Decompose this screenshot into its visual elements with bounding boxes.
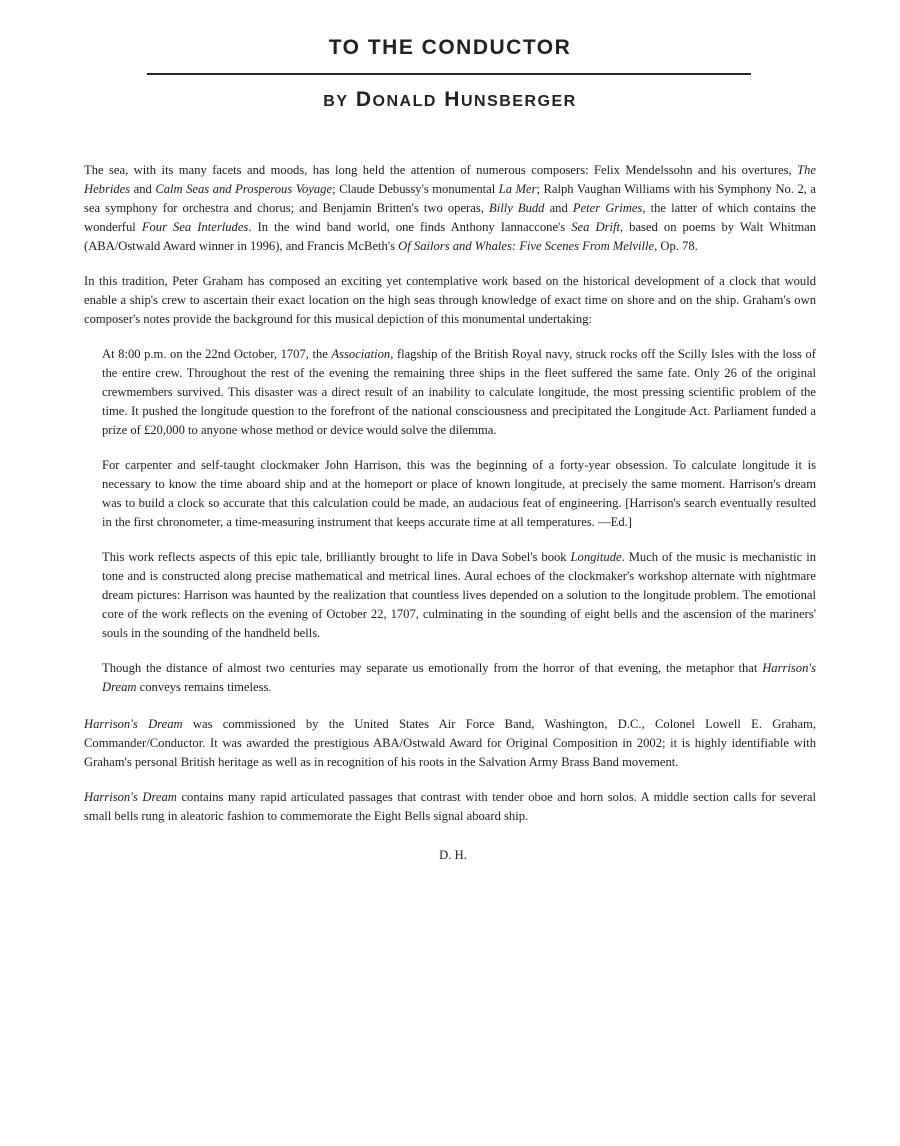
byline-by: BY bbox=[323, 93, 349, 110]
title-rule bbox=[147, 73, 751, 75]
text-run: was commissioned by the United States Air Force Band, Washington, D.C., Colonel Lowell E. Graham, Commander/Conductor. It was awarded the prestigious ABA/Ostwald Award for Original Composition in 2002; it is highly identifiable with Graham's personal British heritage as well as in recognition of his roots in the Salvation Army Brass Band movement. bbox=[84, 717, 816, 769]
paragraph-sea-composers bbox=[84, 161, 816, 256]
text-run: and bbox=[544, 201, 573, 215]
text-run: Though the distance of almost two centuries may separate us emotionally from the horror of that evening, the metaphor that bbox=[102, 661, 763, 675]
text-run: and bbox=[130, 182, 156, 196]
byline-last-initial: H bbox=[444, 88, 461, 111]
byline bbox=[0, 88, 900, 112]
work-title: The Hebrides bbox=[84, 163, 816, 196]
text-run: . Much of the music is mechanistic in tone and is constructed along precise mathematical and metrical lines. Aural echoes of the clockmaker's workshop alternate with nightmare dream pictures: Harrison was haunted by the realization that countless lives depended on a solution to the longitude problem. The emotional core of the work reflects on the evening of October 22, 1707, culminating in the sounding of eight bells and the ascension of the mariners' souls in the sounding of the handheld bells. bbox=[102, 550, 817, 640]
work-title: Harrison's Dream bbox=[84, 790, 177, 804]
work-title: Billy Budd bbox=[489, 201, 545, 215]
paragraph-tradition: In this tradition, Peter Graham has composed an exciting yet contemplative work based on the historical development of a clock that would enable a ship's crew to ascertain their exact location on the high seas through knowledge of exact time on shore and on the ship. Graham's own composer's notes provide the background for this musical depiction of this monumental undertaking: bbox=[84, 274, 816, 326]
text-run: . In the wind band world, one finds Anthony Iannaccone's bbox=[248, 220, 572, 234]
paragraph-passages bbox=[84, 788, 816, 826]
text-run: ; Ralph Vaughan Williams with his Symphony No. 2, a sea symphony for orchestra and chorus; and Benjamin Britten's two operas, bbox=[84, 182, 816, 215]
quote-paragraph-timeless bbox=[102, 659, 816, 697]
quote-paragraph-association bbox=[102, 345, 816, 440]
text-run: conveys remains timeless. bbox=[136, 680, 272, 694]
text-run: This work reflects aspects of this epic tale, brilliantly brought to life in Dava Sobel's book bbox=[102, 550, 571, 564]
work-title: Harrison's Dream bbox=[102, 661, 816, 694]
byline-last-rest: UNSBERGER bbox=[460, 93, 577, 110]
text-run: , the latter of which contains the wonderful bbox=[84, 201, 816, 234]
text-run: At 8:00 p.m. on the 22nd October, 1707, the bbox=[102, 347, 332, 361]
text-run: ; Claude Debussy's monumental bbox=[332, 182, 499, 196]
article-body bbox=[84, 161, 816, 865]
text-run: contains many rapid articulated passages that contrast with tender oboe and horn solos. A middle section calls for several small bells rung in aleatoric fashion to commemorate the Eight Bells signal aboard ship. bbox=[84, 790, 816, 823]
work-title: Calm Seas and Prosperous Voyage bbox=[155, 182, 333, 196]
quote-paragraph-epic-tale bbox=[102, 548, 816, 643]
paragraph-commission bbox=[84, 715, 816, 772]
work-title: Peter Grimes bbox=[572, 201, 643, 215]
work-title: Sea Drift bbox=[571, 220, 620, 234]
text-run: , Op. 78. bbox=[654, 239, 698, 253]
byline-first-name bbox=[356, 88, 437, 111]
work-title: Four Sea Interludes bbox=[141, 220, 249, 234]
ship-name: Association bbox=[331, 347, 391, 361]
book-title: Longitude bbox=[570, 550, 622, 564]
work-title: Of Sailors and Whales: Five Scenes From Melville bbox=[398, 239, 655, 253]
byline-last-name bbox=[444, 88, 576, 111]
text-run: , based on poems by Walt Whitman (ABA/Ostwald Award winner in 1996), and Francis McBeth's bbox=[84, 220, 817, 253]
text-run: The sea, with its many facets and moods, has long held the attention of numerous composers: Felix Mendelssohn and his overtures, bbox=[84, 163, 798, 177]
byline-first-rest: ONALD bbox=[372, 93, 437, 110]
text-run: , flagship of the British Royal navy, struck rocks off the Scilly Isles with the loss of the entire crew. Throughout the rest of the evening the remaining three ships in the fleet suffered the same fate. Only 26 of the original crewmembers survived. This disaster was a direct result of an inability to calculate longitude, the most pressing scientific problem of the time. It pushed the longitude question to the forefront of the national consciousness and precipitated the Longitude Act. Parliament funded a prize of £20,000 to anyone whose method or device would solve the dilemma. bbox=[102, 347, 817, 437]
page-title: TO THE CONDUCTOR bbox=[328, 36, 572, 59]
work-title: La Mer bbox=[498, 182, 537, 196]
work-title: Harrison's Dream bbox=[84, 717, 183, 731]
quote-paragraph-harrison: For carpenter and self-taught clockmaker John Harrison, this was the beginning of a forty-year obsession. To calculate longitude it is necessary to know the time aboard ship and at the homeport or place of known longitude, at precisely the same moment. Harrison's dream was to build a clock so accurate that this calculation could be made, an audacious feat of engineering. [Harrison's search eventually resulted in the first chronometer, a time-measuring instrument that keeps accurate time at all temperatures. —Ed.] bbox=[102, 458, 816, 529]
byline-first-initial: D bbox=[355, 88, 373, 111]
signature: D. H. bbox=[439, 848, 467, 862]
